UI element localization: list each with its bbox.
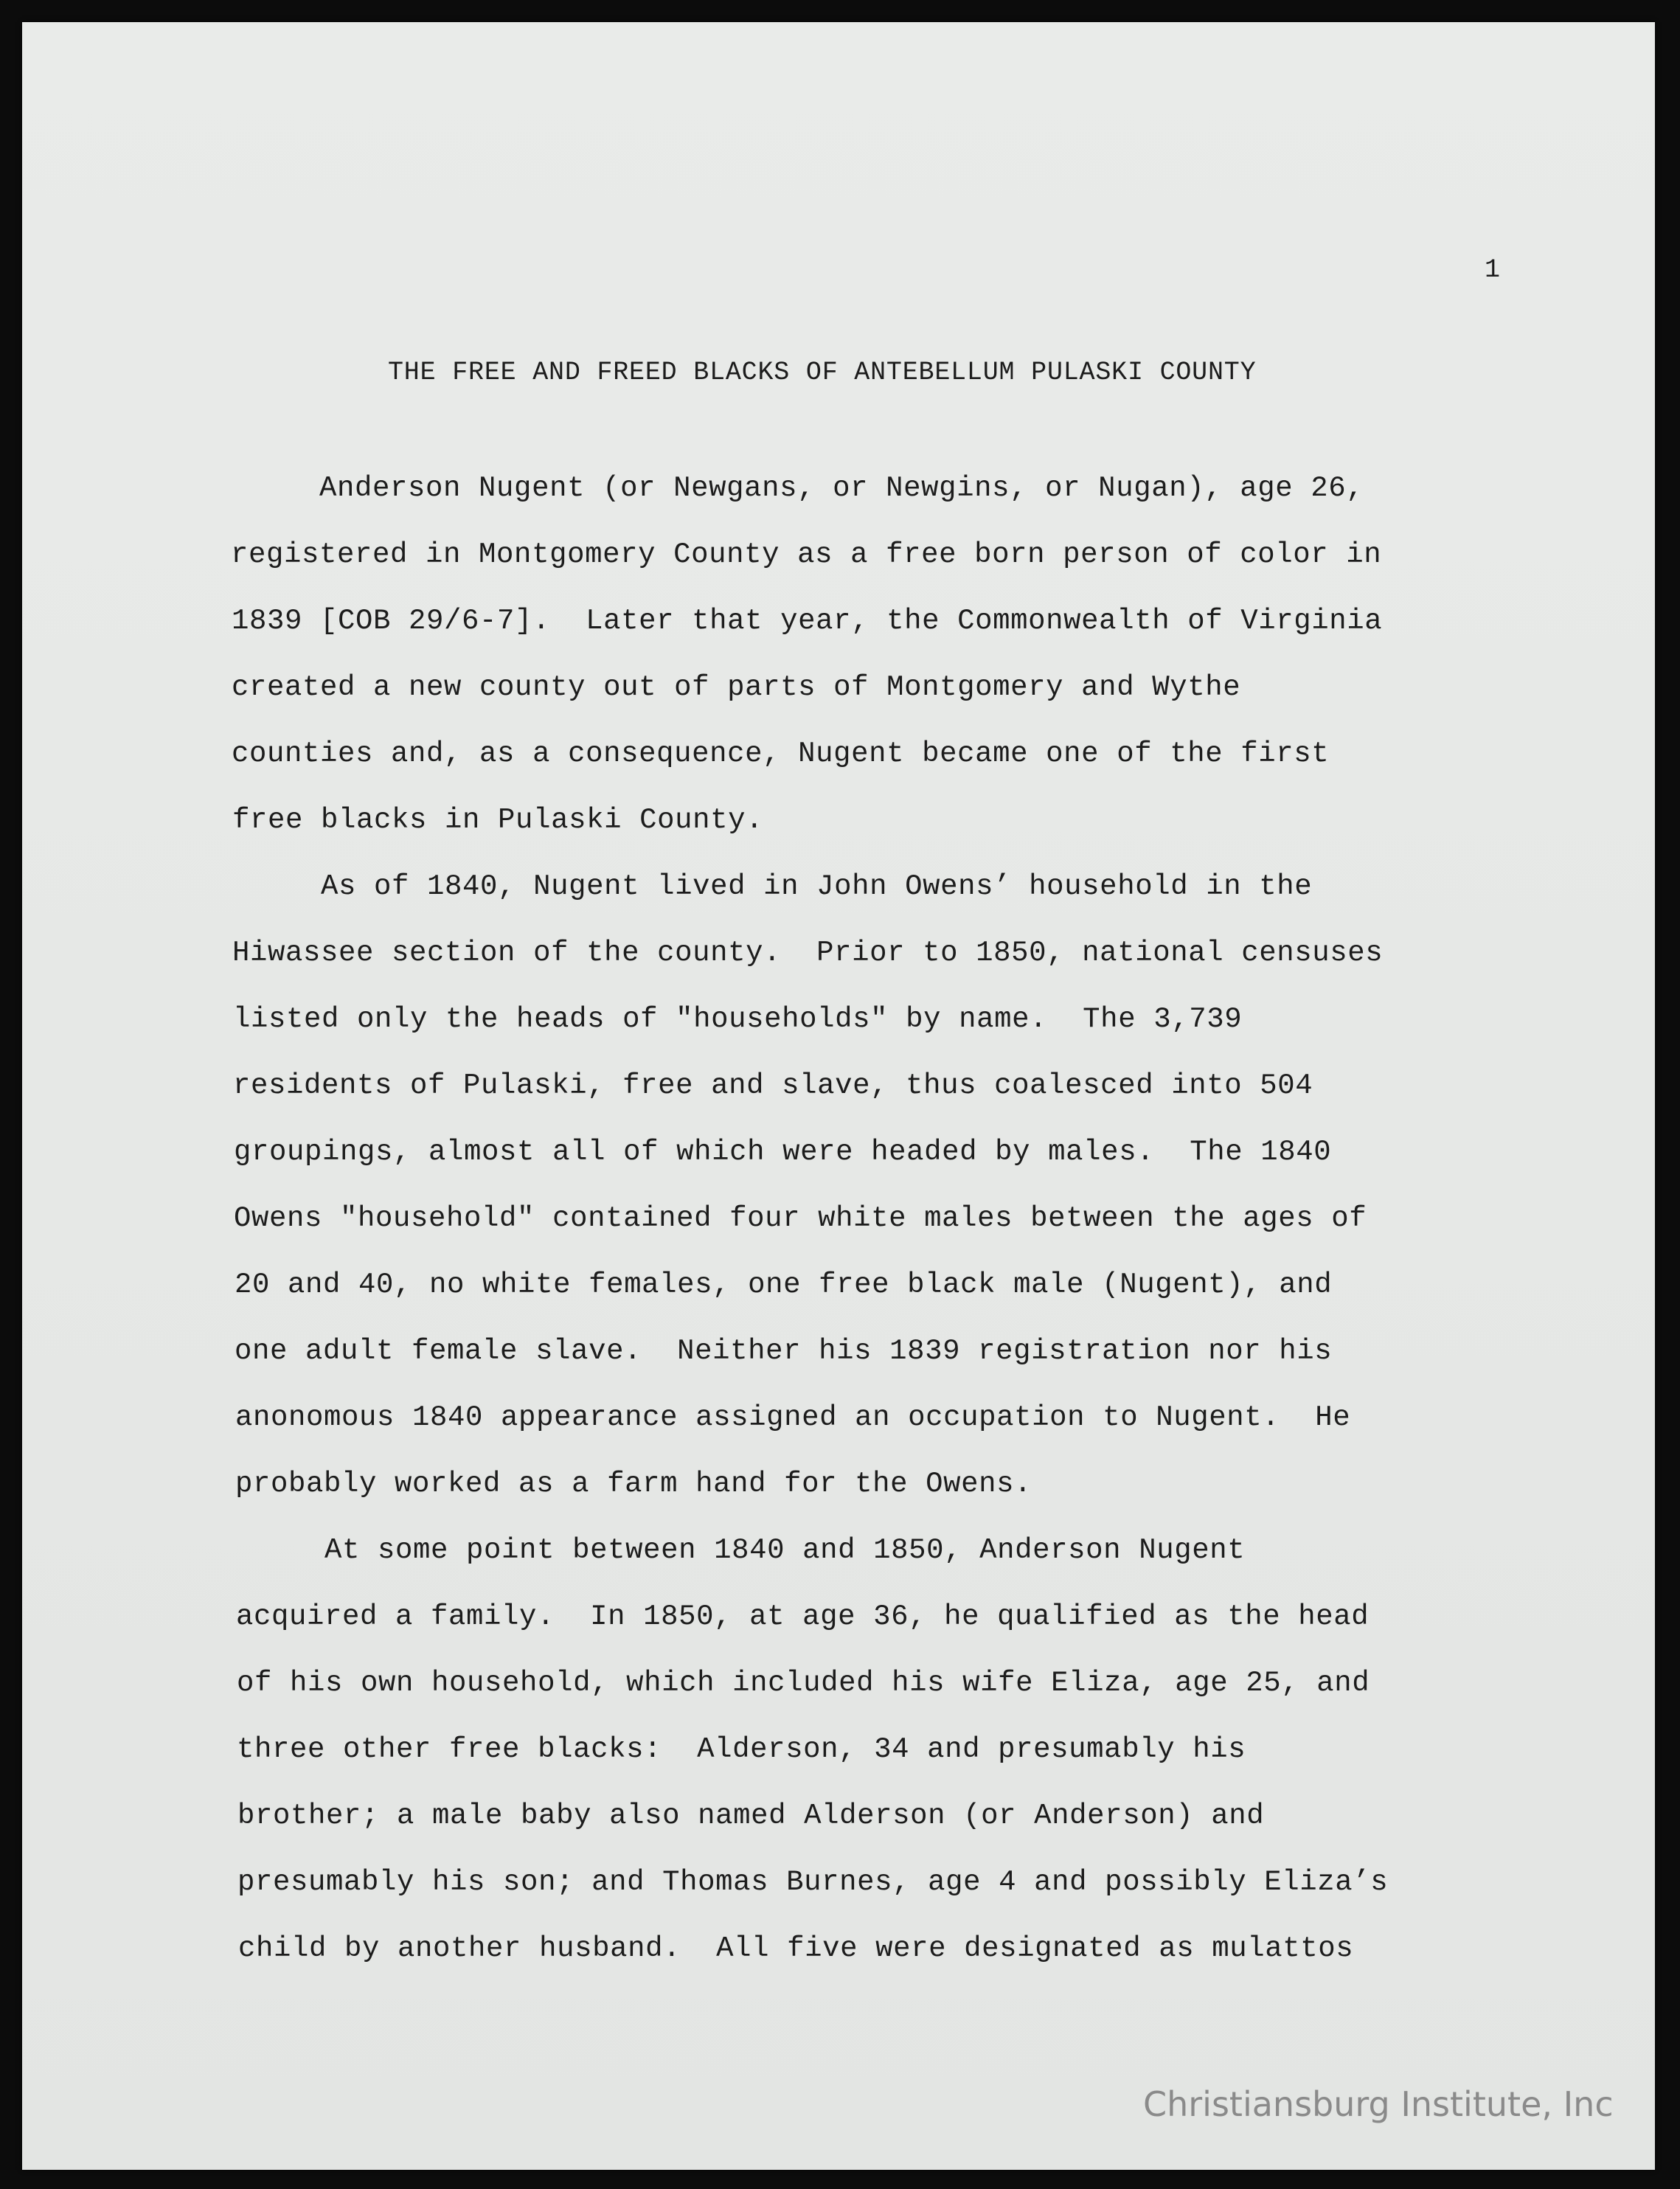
watermark: Christiansburg Institute, Inc [1143, 2084, 1614, 2124]
typed-page [22, 22, 1655, 2170]
text-line: At some point between 1840 and 1850, Anderson Nugent [236, 1534, 1246, 1567]
text-line: free blacks in Pulaski County. [232, 804, 764, 836]
text-line: three other free blacks: Alderson, 34 and presumably his [237, 1733, 1246, 1766]
text-line: Anderson Nugent (or Newgans, or Newgins, or Nugan), age 26, [231, 472, 1364, 504]
text-line: 1839 [COB 29/6-7]. Later that year, the Commonwealth of Virginia [232, 605, 1383, 637]
text-line: listed only the heads of "households" by name. The 3,739 [233, 1003, 1243, 1035]
text-line: child by another husband. All five were designated as mulattos [238, 1932, 1354, 1965]
text-line: acquired a family. In 1850, at age 36, he qualified as the head [236, 1600, 1370, 1633]
text-line: residents of Pulaski, free and slave, thus coalesced into 504 [233, 1069, 1313, 1102]
text-line: groupings, almost all of which were headed by males. The 1840 [234, 1136, 1332, 1168]
text-line: Owens "household" contained four white males between the ages of [234, 1202, 1367, 1235]
text-line: registered in Montgomery County as a free born person of color in [231, 538, 1382, 571]
text-line: probably worked as a farm hand for the Owens. [235, 1468, 1032, 1500]
document-title: THE FREE AND FREED BLACKS OF ANTEBELLUM PULASKI COUNTY [388, 358, 1257, 387]
text-line: anonomous 1840 appearance assigned an occupation to Nugent. He [235, 1401, 1351, 1434]
text-line: of his own household, which included his wife Eliza, age 25, and [237, 1667, 1370, 1699]
text-line: counties and, as a consequence, Nugent became one of the first [232, 738, 1330, 770]
text-line: As of 1840, Nugent lived in John Owens’ household in the [232, 870, 1313, 903]
text-line: 20 and 40, no white females, one free black male (Nugent), and [235, 1269, 1333, 1301]
text-line: presumably his son; and Thomas Burnes, age 4 and possibly Eliza’s [237, 1866, 1389, 1898]
text-line: created a new county out of parts of Montgomery and Wythe [232, 671, 1241, 704]
text-line: Hiwassee section of the county. Prior to 1850, national censuses [232, 937, 1384, 969]
page-number: 1 [1485, 255, 1501, 285]
text-line: one adult female slave. Neither his 1839 registration nor his [235, 1335, 1333, 1367]
text-line: brother; a male baby also named Alderson (or Anderson) and [237, 1800, 1265, 1832]
